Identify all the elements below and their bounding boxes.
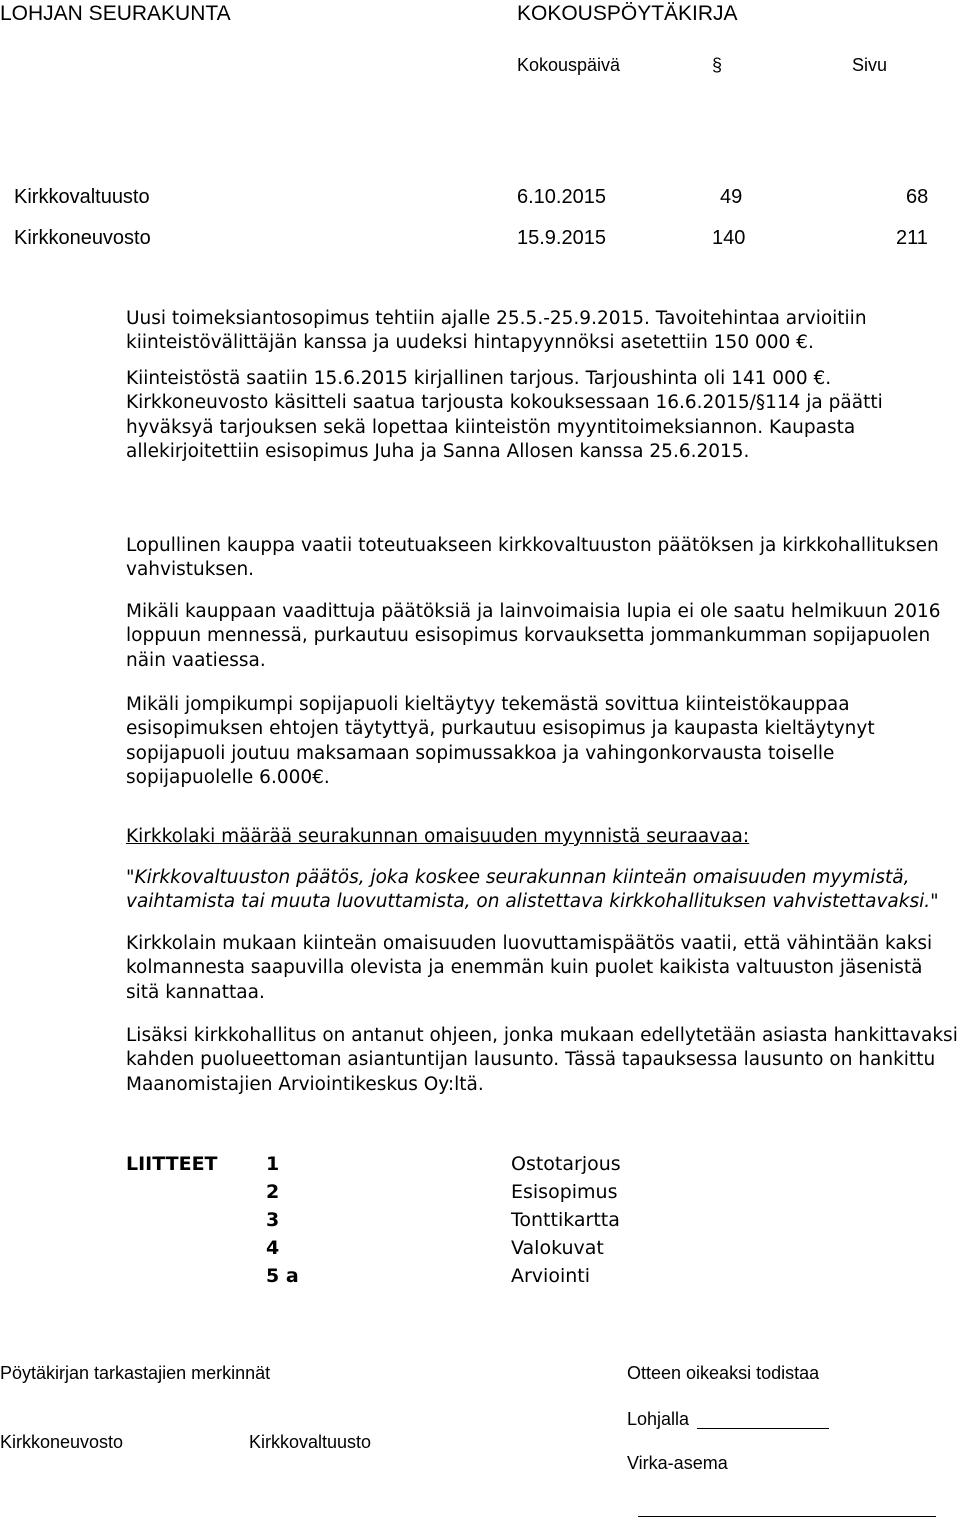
meeting-section: 49 [720,186,743,208]
certified-title: Otteen oikeaksi todistaa [627,1363,820,1383]
paragraph-text: Lopullinen kauppa vaatii toteutuakseen kirkkovaltuuston päätöksen ja kirkkohallituksen vahvistuksen. [126,535,939,581]
paragraph-majority [126,932,960,1005]
meeting-section: 140 [712,227,746,249]
paragraph-text: Kirkkolaki määrää seurakunnan omaisuuden myynnistä seuraavaa: [126,826,750,847]
paragraph-text: Lisäksi kirkkohallitus on antanut ohjeen, jonka mukaan edellytetään asiasta hankittavaksi kahden puolueettoman asiantuntijan lausunto. Tässä tapauksessa lausunto on hankittu Maanomistajien Arviointikeskus Oy:ltä. [126,1025,958,1095]
paragraph-text: Mikäli kauppaan vaadittuja päätöksiä ja lainvoimaisia lupia ei ole saatu helmikuun 2016 loppuun mennessä, purkautuu esisopimus korvauksetta jommankumman sopijapuolen näin vaatiessa. [126,601,941,671]
attachment-number: 2 [266,1181,280,1203]
paragraph-text: Mikäli jompikumpi sopijapuoli kieltäytyy tekemästä sovittua kiinteistökauppaa esisopimuksen ehtojen täytyttyä, purkautuu esisopimus ja kaupasta kieltäytynyt sopijapuoli joutuu maksamaan sopimussakkoa ja vahingonkorvausta toiselle sopijapuolelle 6.000€. [126,694,875,788]
meeting-page: 211 [896,227,928,249]
organization-name: LOHJAN SEURAKUNTA [0,2,231,25]
attachment-name: Esisopimus [511,1181,618,1203]
meeting-page: 68 [906,186,929,208]
section-symbol: § [712,55,723,75]
attachments-label: LIITTEET [126,1153,218,1175]
inspector-kirkkoneuvosto: Kirkkoneuvosto [0,1432,124,1452]
meeting-date: 6.10.2015 [517,186,606,208]
paragraph-text: Kiinteistöstä saatiin 15.6.2015 kirjallinen tarjous. Tarjoushinta oli 141 000 €. Kirkkoneuvosto käsitteli saatua tarjousta kokouksessaan 16.6.2015/§114 ja päätti hyväksyä tarjouksen sekä lopettaa kiinteistön myyntitoimeksiannon. Kaupasta allekirjoitettiin esisopimus Juha ja Sanna Allosen kanssa 25.6.2015. [126,368,883,462]
document-type: KOKOUSPÖYTÄKIRJA [517,2,738,25]
inspector-kirkkovaltuusto: Kirkkovaltuusto [249,1432,372,1452]
place-label: Lohjalla [627,1409,690,1429]
attachment-number: 5 a [266,1265,299,1287]
attachment-number: 3 [266,1209,280,1231]
attachment-name: Ostotarjous [511,1153,621,1175]
page-label: Sivu [852,55,888,75]
attachment-name: Valokuvat [511,1237,604,1259]
attachment-name: Arviointi [511,1265,591,1287]
paragraph-final-sale [126,534,960,583]
meeting-body: Kirkkoneuvosto [14,227,151,249]
attachment-name: Tonttikartta [511,1209,620,1231]
paragraph-text: Uusi toimeksiantosopimus tehtiin ajalle 25.5.-25.9.2015. Tavoitehintaa arvioitiin kiinteistövälittäjän kanssa ja uudeksi hintapyynnöksi asetettiin 150 000 €. [126,308,867,354]
paragraph-contract [126,307,960,356]
paragraph-offer [126,367,960,464]
meeting-body: Kirkkovaltuusto [14,186,150,208]
law-quote [126,866,960,915]
place-signature-line [697,1428,829,1429]
meeting-date-label: Kokouspäivä [517,55,621,75]
paragraph-text: "Kirkkovaltuuston päätös, joka koskee seurakunnan kiinteän omaisuuden myymistä, vaihtamista tai muuta luovuttamista, on alistettava kirkkohallituksen vahvistettavaksi." [126,867,939,913]
paragraph-text: Kirkkolain mukaan kiinteän omaisuuden luovuttamispäätös vaatii, että vähintään kaksi kolmannesta saapuvilla olevista ja enemmän kuin puolet kaikista valtuuston jäsenistä sitä kannattaa. [126,933,933,1003]
meeting-date: 15.9.2015 [517,227,606,249]
attachment-number: 4 [266,1237,280,1259]
inspectors-title: Pöytäkirjan tarkastajien merkinnät [0,1363,271,1383]
attachment-number: 1 [266,1153,280,1175]
signature-line [638,1516,936,1517]
law-heading [126,825,960,849]
paragraph-penalty [126,693,960,790]
paragraph-statement [126,1024,960,1097]
position-label: Virka-asema [627,1453,728,1473]
paragraph-deadline [126,600,960,673]
